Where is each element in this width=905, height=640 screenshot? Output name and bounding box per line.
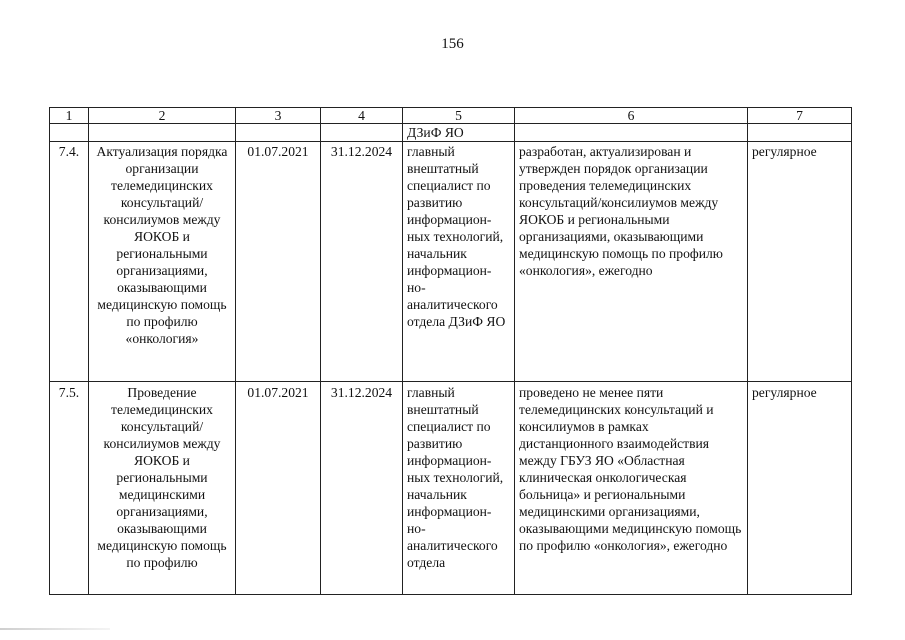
header-row <box>50 108 852 124</box>
scan-edge-mark <box>0 628 110 630</box>
cell-result <box>515 124 748 142</box>
cell-event <box>89 124 236 142</box>
header-cell-5: 5 <box>403 108 515 124</box>
cell-type: регулярное <box>748 142 852 382</box>
cell-responsible: главный внештатный специалист по развитию информацион-ных технологий, начальник информацион-но-аналитического отдела <box>403 382 515 595</box>
header-cell-1: 1 <box>50 108 89 124</box>
header-cell-4: 4 <box>321 108 403 124</box>
plan-table <box>49 107 852 595</box>
table-row-continuation <box>50 124 852 142</box>
header-cell-7: 7 <box>748 108 852 124</box>
cell-type <box>748 124 852 142</box>
cell-responsible: главный внештатный специалист по развитию информацион-ных технологий, начальник информацион-но-аналитического отдела ДЗиФ ЯО <box>403 142 515 382</box>
header-cell-3: 3 <box>236 108 321 124</box>
cell-end <box>321 124 403 142</box>
cell-start: 01.07.2021 <box>236 382 321 595</box>
table-row <box>50 382 852 595</box>
cell-end: 31.12.2024 <box>321 382 403 595</box>
cell-end: 31.12.2024 <box>321 142 403 382</box>
cell-num: 7.4. <box>50 142 89 382</box>
cell-responsible: ДЗиФ ЯО <box>403 124 515 142</box>
header-cell-2: 2 <box>89 108 236 124</box>
cell-result: разработан, актуализирован и утвержден порядок организации проведения телемедицинских консультаций/консилиумов между ЯОКОБ и региональными организациями, оказывающими медицинскую помощь по профилю «онкология», ежегодно <box>515 142 748 382</box>
page-number: 156 <box>441 36 464 52</box>
cell-event: Актуализация порядка организации телемедицинских консультаций/ консилиумов между ЯОКОБ и региональными организациями, оказывающими медицинскую помощь по профилю «онкология» <box>89 142 236 382</box>
cell-start: 01.07.2021 <box>236 142 321 382</box>
cell-event: Проведение телемедицинских консультаций/ консилиумов между ЯОКОБ и региональными медицинскими организациями, оказывающими медицинскую помощь по профилю <box>89 382 236 595</box>
cell-num: 7.5. <box>50 382 89 595</box>
cell-result: проведено не менее пяти телемедицинских консультаций и консилиумов в рамках дистанционного взаимодействия между ГБУЗ ЯО «Областная клиническая онкологическая больница» и региональными медицинскими организациями, оказывающими медицинскую помощь по профилю «онкология», ежегодно <box>515 382 748 595</box>
cell-type: регулярное <box>748 382 852 595</box>
cell-num <box>50 124 89 142</box>
cell-start <box>236 124 321 142</box>
table-row <box>50 142 852 382</box>
header-cell-6: 6 <box>515 108 748 124</box>
